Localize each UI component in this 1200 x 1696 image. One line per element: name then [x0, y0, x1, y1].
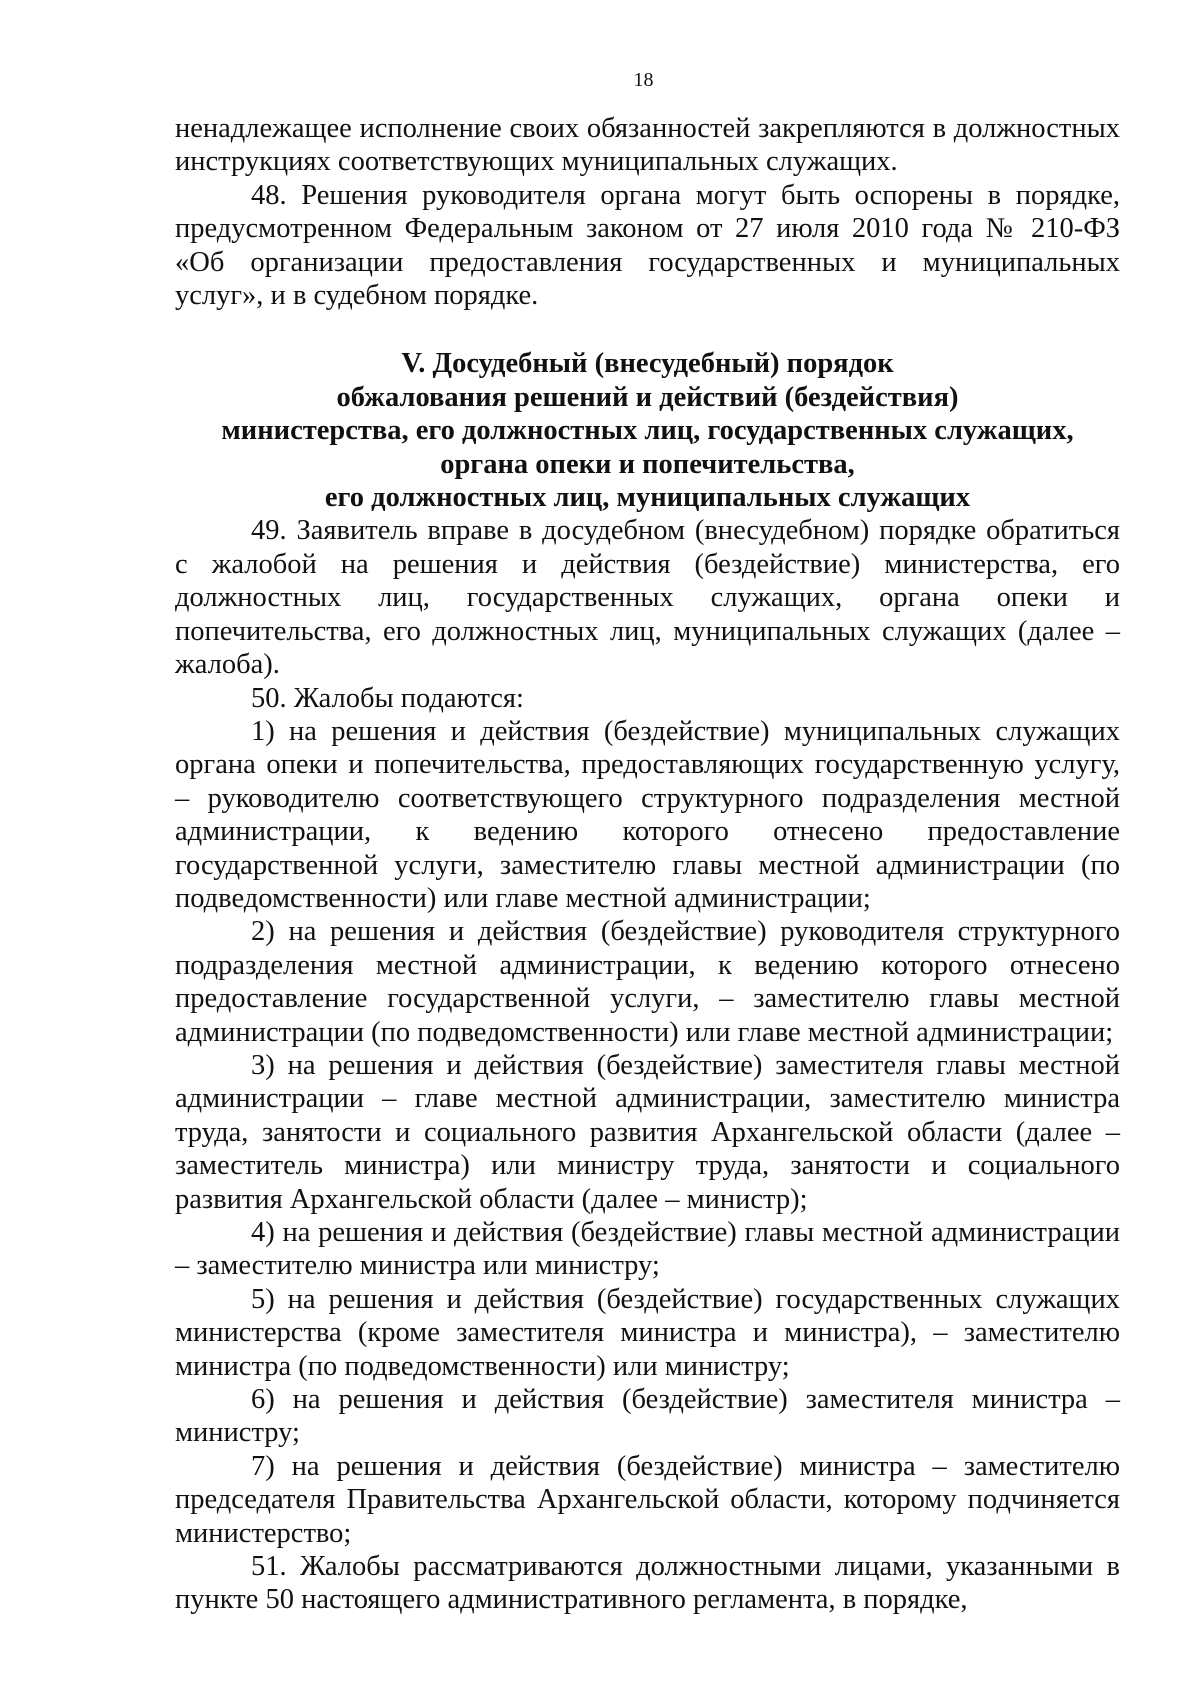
- page-number: 18: [633, 69, 654, 91]
- list-item-5: 5) на решения и действия (бездействие) государственных служащих министерства (кроме заместителя министра и министра), – заместителю министра (по подведомственности) или министру;: [175, 1283, 1120, 1382]
- paragraph-continuation: ненадлежащее исполнение своих обязанностей закрепляются в должностных инструкциях соответствующих муниципальных служащих.: [175, 113, 1120, 178]
- paragraph-51: 51. Жалобы рассматриваются должностными лицами, указанными в пункте 50 настоящего административного регламента, в порядке,: [175, 1551, 1120, 1616]
- heading-line: его должностных лиц, муниципальных служащих: [324, 482, 971, 514]
- list-item-4: 4) на решения и действия (бездействие) главы местной администрации – заместителю министра или министру;: [175, 1217, 1120, 1282]
- heading-line: министерства, его должностных лиц, государственных служащих,: [221, 415, 1074, 447]
- paragraph-50: 50. Жалобы подаются:: [251, 682, 524, 714]
- list-item-7: 7) на решения и действия (бездействие) министра – заместителю председателя Правительства Архангельской области, которому подчиняется министерство;: [175, 1450, 1120, 1549]
- list-item-3: 3) на решения и действия (бездействие) заместителя главы местной администрации – главе местной администрации, заместителю министра труда, занятости и социального развития Архангельской области (далее – заместитель министра) или министру труда, занятости и социального развития Архангельской области (далее – министр);: [175, 1049, 1120, 1215]
- paragraph-49: 49. Заявитель вправе в досудебном (внесудебном) порядке обратиться с жалобой на решения и действия (бездействие) министерства, его должностных лиц, государственных служащих, органа опеки и попечительства, его должностных лиц, муниципальных служащих (далее – жалоба).: [175, 515, 1120, 681]
- list-item-2: 2) на решения и действия (бездействие) руководителя структурного подразделения местной администрации, к ведению которого отнесено предоставление государственной услуги, – заместителю главы местной администрации (по подведомственности) или главе местной администрации;: [175, 916, 1120, 1048]
- document-body: [175, 112, 1120, 1617]
- heading-line: обжалования решений и действий (бездействия): [336, 381, 959, 413]
- section-heading: [175, 347, 1120, 514]
- heading-line: органа опеки и попечительства,: [440, 448, 855, 480]
- paragraph-48: 48. Решения руководителя органа могут быть оспорены в порядке, предусмотренном Федеральным законом от 27 июля 2010 года № 210-ФЗ «Об организации предоставления государственных и муниципальных услуг», и в судебном порядке.: [175, 179, 1120, 312]
- heading-line: V. Досудебный (внесудебный) порядок: [401, 348, 894, 380]
- list-item-1: 1) на решения и действия (бездействие) муниципальных служащих органа опеки и попечительства, предоставляющих государственную услугу, – руководителю соответствующего структурного подразделения местной администрации, к ведению которого отнесено предоставление государственной услуги, заместителю главы местной администрации (по подведомственности) или главе местной администрации;: [175, 715, 1120, 914]
- list-item-6: 6) на решения и действия (бездействие) заместителя министра – министру;: [175, 1384, 1120, 1449]
